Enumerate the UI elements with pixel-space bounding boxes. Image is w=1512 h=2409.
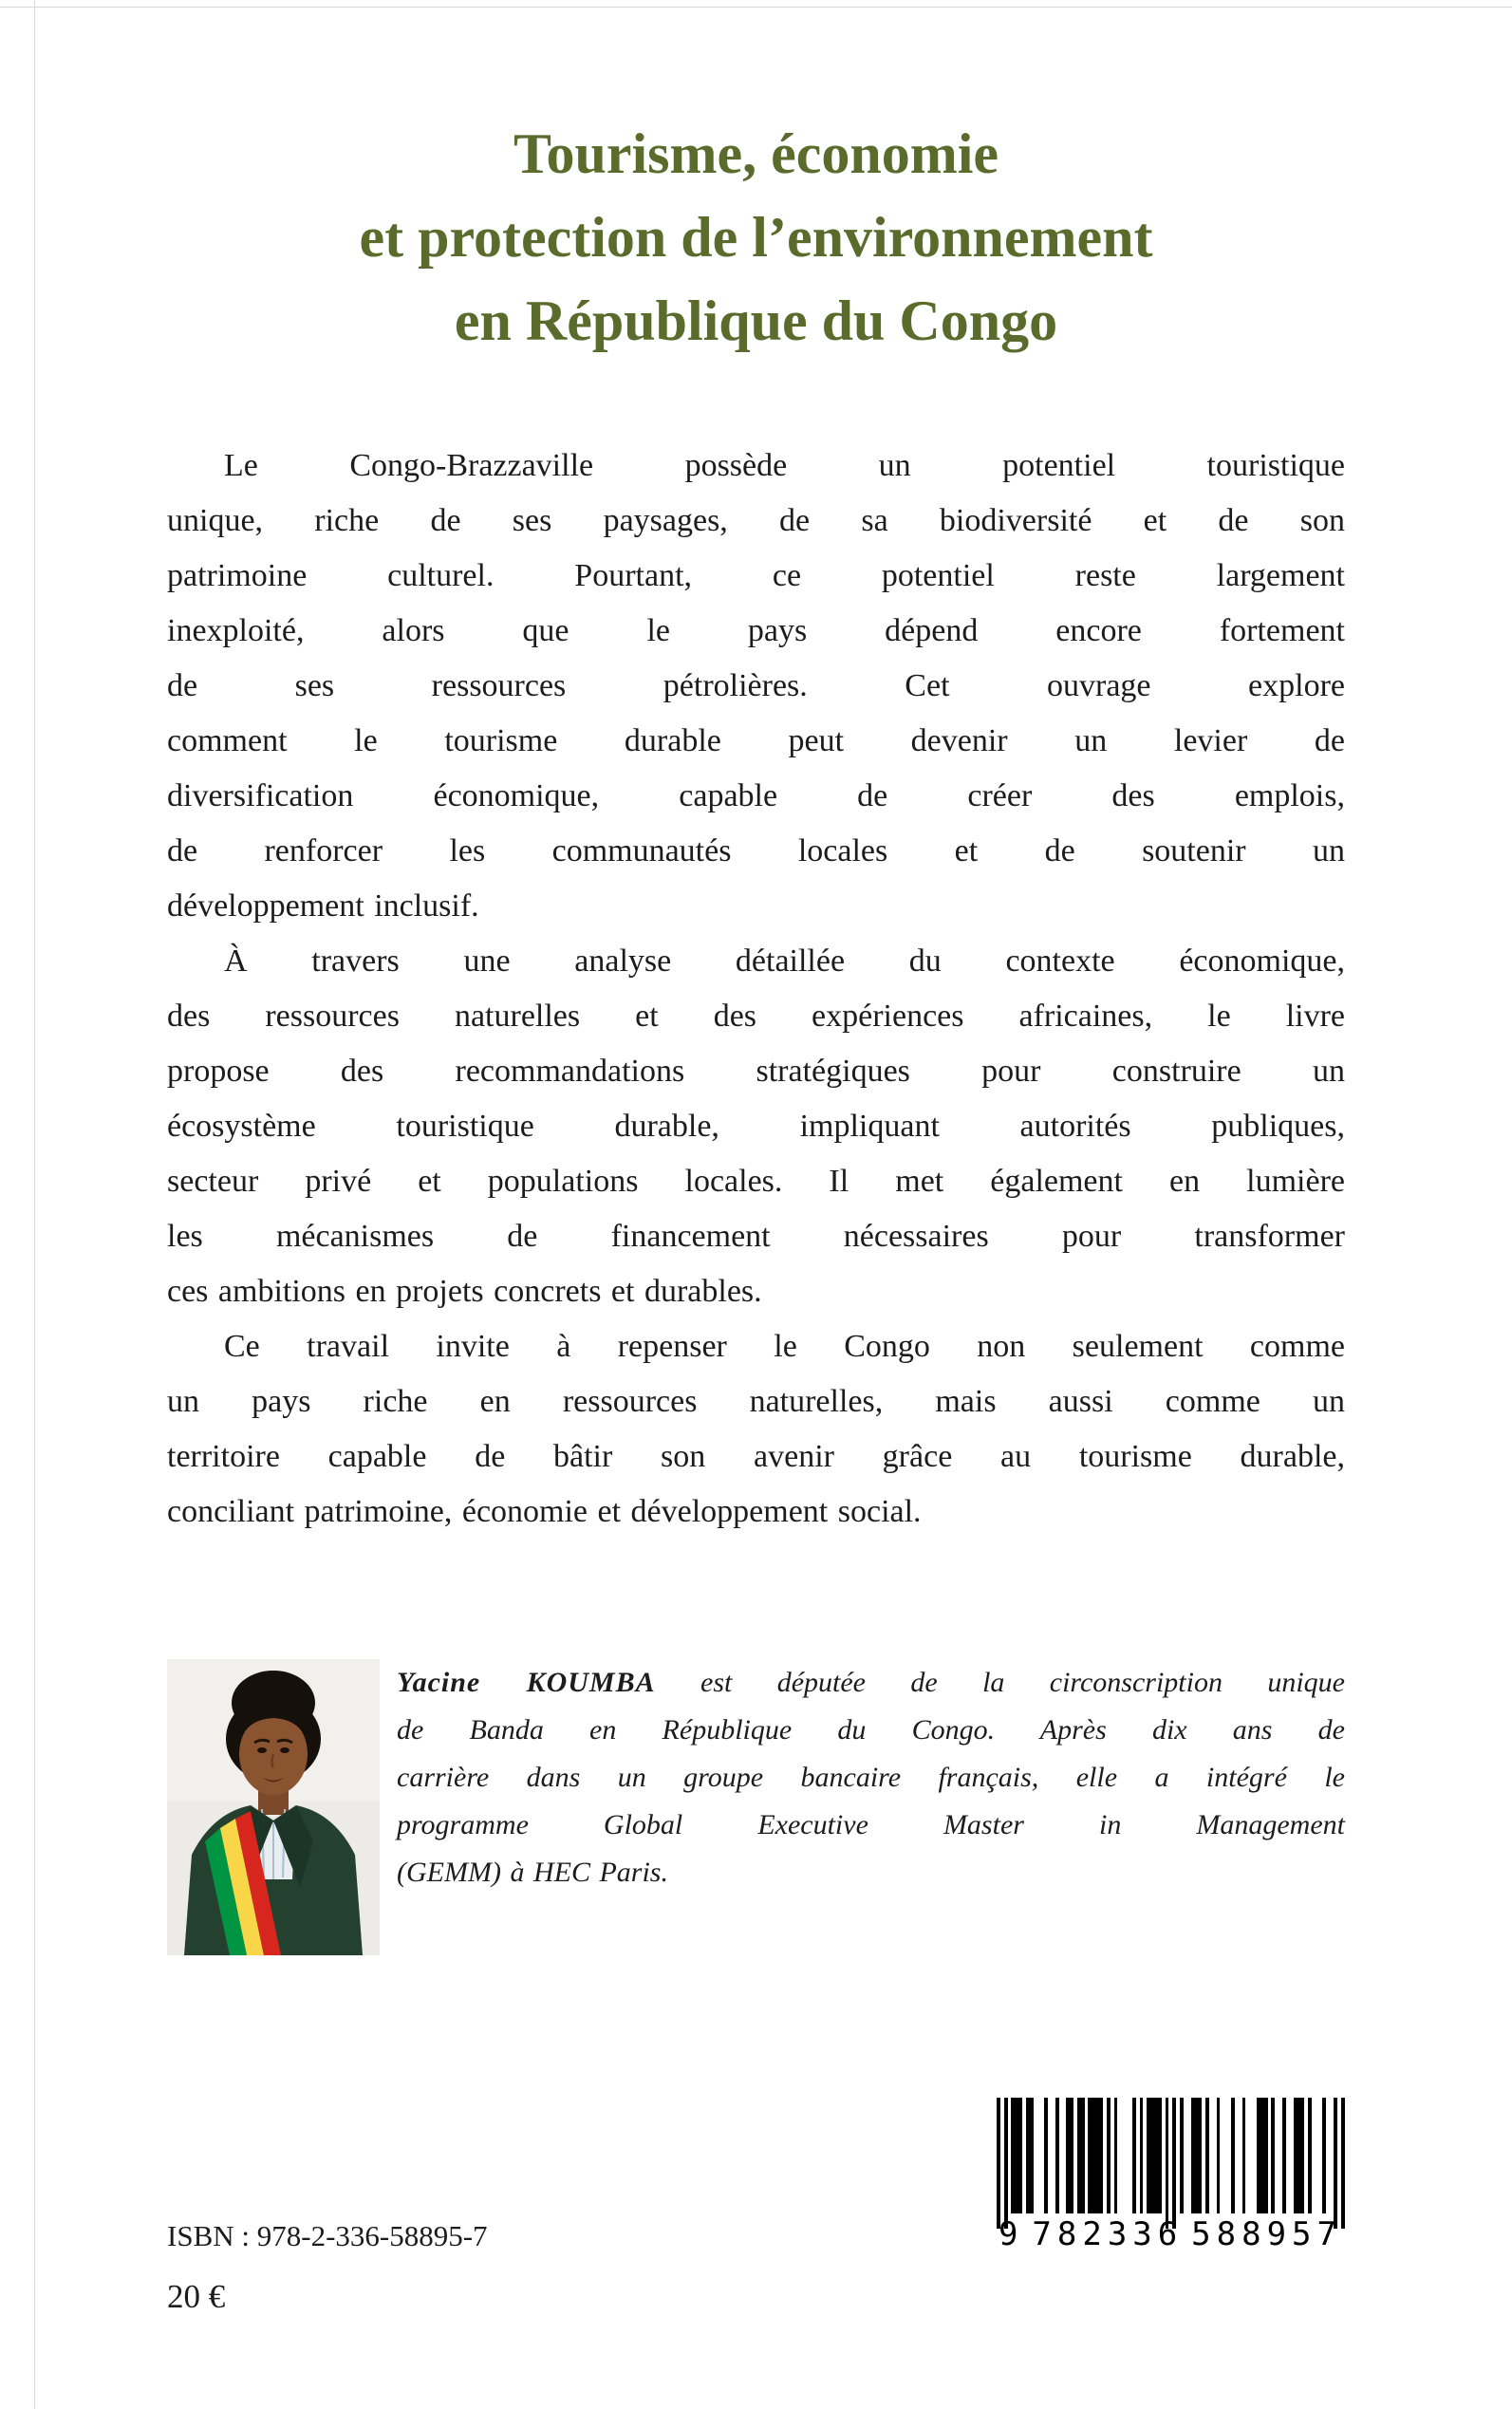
synopsis-line: un pays riche en ressources naturelles, mais aussi comme un: [167, 1384, 1345, 1419]
trim-mark-left: [34, 0, 35, 2409]
barcode-digit-group: 588957: [1191, 2215, 1342, 2253]
synopsis-line: secteur privé et populations locales. Il met également en lumière: [167, 1164, 1345, 1199]
synopsis-line: diversification économique, capable de créer des emplois,: [167, 778, 1345, 813]
barcode-bar: [1341, 2098, 1345, 2229]
barcode-bars: [997, 2098, 1344, 2229]
synopsis-line: patrimoine culturel. Pourtant, ce potentiel reste largement: [167, 558, 1345, 593]
synopsis-line: Ce travail invite à repenser le Congo non seulement comme: [224, 1329, 1345, 1364]
author-bio: [167, 1659, 1345, 1955]
author-name: Yacine KOUMBA: [397, 1667, 656, 1698]
synopsis-line: conciliant patrimoine, économie et développement social.: [167, 1494, 922, 1529]
author-photo: [167, 1659, 380, 1955]
author-bio-line: carrière dans un groupe bancaire français, elle a intégré le: [397, 1762, 1345, 1793]
price-text: 20 €: [167, 2278, 226, 2315]
synopsis-line: les mécanismes de financement nécessaires pour transformer: [167, 1219, 1345, 1254]
author-bio-line: de Banda en République du Congo. Après dix ans de: [397, 1714, 1345, 1746]
trim-mark-top: [0, 7, 1512, 8]
synopsis-line: À travers une analyse détaillée du contexte économique,: [224, 943, 1345, 979]
author-bio-text: [397, 1659, 1345, 1896]
book-title-line: et protection de l’environnement: [359, 206, 1153, 270]
isbn-text: ISBN : 978-2-336-58895-7: [167, 2219, 488, 2252]
synopsis-line: territoire capable de bâtir son avenir grâce au tourisme durable,: [167, 1439, 1345, 1474]
synopsis-line: de renforcer les communautés locales et de soutenir un: [167, 833, 1345, 868]
synopsis-line: unique, riche de ses paysages, de sa biodiversité et de son: [167, 503, 1345, 538]
book-title-line: en République du Congo: [454, 289, 1058, 353]
author-bio-line: Yacine KOUMBA est députée de la circonscription unique: [397, 1667, 1345, 1698]
author-bio-line: programme Global Executive Master in Management: [397, 1809, 1345, 1840]
synopsis-line: comment le tourisme durable peut devenir un levier de: [167, 723, 1345, 758]
barcode-number: [997, 2215, 1344, 2253]
book-title: [57, 112, 1455, 364]
synopsis-line: inexploité, alors que le pays dépend encore fortement: [167, 613, 1345, 648]
book-title-line: Tourisme, économie: [513, 122, 999, 185]
synopsis: [167, 439, 1345, 1540]
barcode: [997, 2098, 1344, 2253]
synopsis-line: écosystème touristique durable, impliquant autorités publiques,: [167, 1109, 1345, 1144]
barcode-digit-group: 9: [999, 2215, 1024, 2253]
synopsis-line: propose des recommandations stratégiques pour construire un: [167, 1054, 1345, 1089]
author-bio-line: (GEMM) à HEC Paris.: [397, 1857, 668, 1888]
synopsis-line: de ses ressources pétrolières. Cet ouvrage explore: [167, 668, 1345, 703]
synopsis-line: ces ambitions en projets concrets et durables.: [167, 1274, 762, 1309]
synopsis-line: développement inclusif.: [167, 888, 479, 924]
synopsis-line: Le Congo-Brazzaville possède un potentiel touristique: [224, 448, 1345, 483]
barcode-digit-group: 782336: [1032, 2215, 1184, 2253]
synopsis-line: des ressources naturelles et des expériences africaines, le livre: [167, 999, 1345, 1034]
